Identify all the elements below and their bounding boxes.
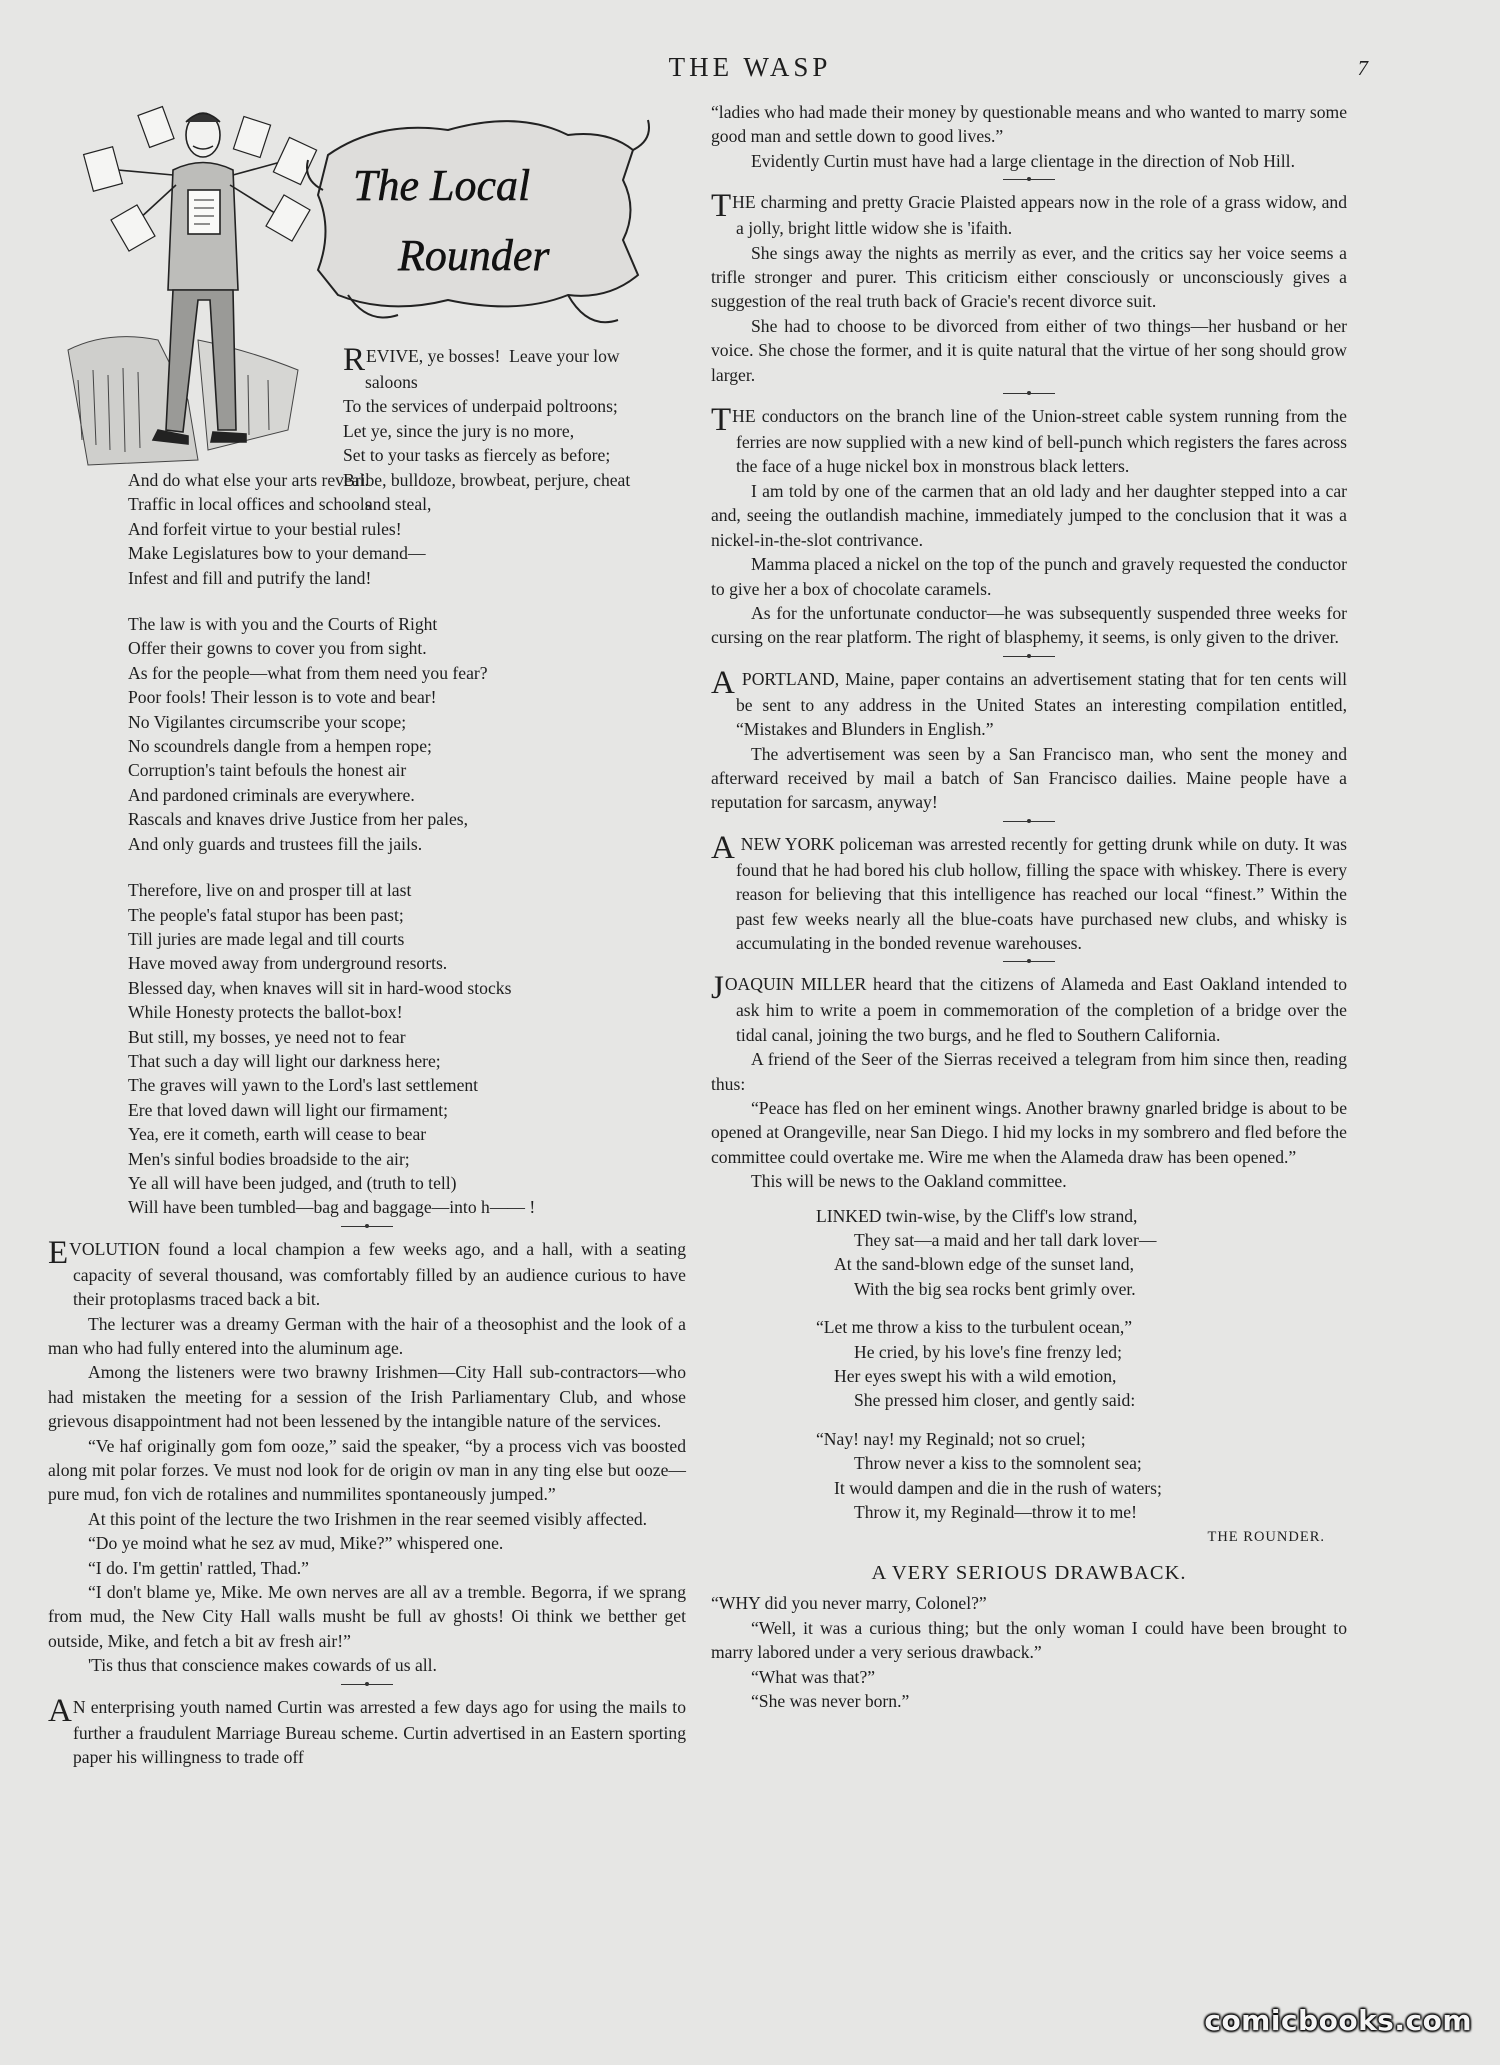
paragraph: THE charming and pretty Gracie Plaisted appears now in the role of a grass widow, and a jolly, bright little widow she is 'ifaith. xyxy=(711,188,1347,239)
poem-line: No scoundrels dangle from a hempen rope; xyxy=(128,736,432,757)
page-header xyxy=(0,52,1500,92)
magazine-title: THE WASP xyxy=(668,52,832,82)
poem-line: It would dampen and die in the rush of waters; xyxy=(834,1477,1162,1498)
article-conductors xyxy=(711,404,1347,650)
section-divider xyxy=(1003,179,1055,180)
poem-line: Blessed day, when knaves will sit in hard-wood stocks xyxy=(128,977,512,998)
poem-line: Her eyes swept his with a wild emotion, xyxy=(834,1366,1117,1387)
poem-line: Poor fools! Their lesson is to vote and bear! xyxy=(128,687,437,708)
poem-line: Bribe, bulldoze, browbeat, perjure, cheat xyxy=(343,469,631,490)
paragraph: The advertisement was seen by a San Francisco man, who sent the money and afterward received by mail a batch of San Francisco dailies. Maine people have a reputation for sarcasm, anyway! xyxy=(711,743,1347,813)
poem-line: Therefore, live on and prosper till at last xyxy=(128,880,412,901)
article-text: N enterprising youth named Curtin was arrested a few days ago for using the mails to further a fraudulent Marriage Bureau scheme. Curtin advertised in an Eastern sporting paper his willingness to trade off xyxy=(72,1696,686,1768)
paragraph: I am told by one of the carmen that an old lady and her daughter stepped into a car and, seeing the outlandish machine, immediately jumped to the conclusion that it was a nickel-in-the-slot contrivance. xyxy=(711,480,1347,550)
paragraph: “Ve haf originally gom fom ooze,” said the speaker, “by a process vich vas boosted along mit polar forzes. Ve must nod look for de origin ov man in any ting else but ooze—pure mud, fon vich de rotalines and nummilites spontaneously jumped.” xyxy=(48,1435,686,1505)
poem-line: Have moved away from underground resorts. xyxy=(128,953,448,974)
page-number: 7 xyxy=(1357,56,1368,80)
poem-line: Throw it, my Reginald—throw it to me! xyxy=(854,1502,1137,1523)
poem-line: But still, my bosses, ye need not to fear xyxy=(128,1026,406,1047)
paragraph: “WHY did you never marry, Colonel?” xyxy=(711,1593,987,1614)
paragraph: EVOLUTION found a local champion a few weeks ago, and a hall, with a seating capacity of several thousand, was comfortably filled by an audience curious to have their protoplasms traced back a bit. xyxy=(48,1234,686,1310)
poem-line: Traffic in local offices and schools xyxy=(128,494,372,515)
paragraph: “She was never born.” xyxy=(751,1690,910,1711)
article-gracie xyxy=(711,190,1347,387)
paragraph: JOAQUIN MILLER heard that the citizens of Alameda and East Oakland intended to ask him to write a poem in commemoration of the completion of a bridge over the tidal canal, joining the two burgs, and he fled to Southern California. xyxy=(711,970,1347,1045)
poem-line: And only guards and trustees fill the jails. xyxy=(128,833,423,854)
paragraph: Evidently Curtin must have had a large clientage in the direction of Nob Hill. xyxy=(751,150,1295,171)
poem-revive-opening: REVIVE, ye bosses! Leave your low saloons To the services of underpaid poltroons; Let ye, since the jury is no more, Set to your tasks as fiercely as before; Bribe, bulldoze, browbeat, perjure, cheat and steal, xyxy=(343,344,688,516)
section-divider xyxy=(1003,656,1055,657)
poem-line: Ye all will have been judged, and (truth to tell) xyxy=(128,1172,457,1193)
poem-line: “Let me throw a kiss to the turbulent ocean,” xyxy=(816,1317,1133,1338)
section-divider xyxy=(1003,821,1055,822)
paragraph-text: HE conductors on the branch line of the Union-street cable system running from the ferries are now supplied with a new kind of bell-punch which registers the fares across the face of a huge nickel box in monstrous black letters. xyxy=(732,406,1347,477)
paragraph: “Well, it was a curious thing; but the only woman I could have been brought to marry labored under a very serious drawback.” xyxy=(711,1617,1347,1663)
paragraph: “I do. I'm gettin' rattled, Thad.” xyxy=(88,1557,309,1578)
poem-line: Rascals and knaves drive Justice from her pales, xyxy=(128,809,469,830)
paragraph: “What was that?” xyxy=(751,1666,876,1687)
poem-line: “Nay! nay! my Reginald; not so cruel; xyxy=(816,1428,1086,1449)
paragraph: THE conductors on the branch line of the Union-street cable system running from the ferries are now supplied with a new kind of bell-punch which registers the fares across the face of a huge nickel box in monstrous black letters. xyxy=(711,402,1347,477)
poem-line: And forfeit virtue to your bestial rules! xyxy=(128,518,402,539)
article-curtin-continued xyxy=(711,100,1347,173)
poem-line: Till juries are made legal and till courts xyxy=(128,928,405,949)
paragraph: A NEW YORK policeman was arrested recently for getting drunk while on duty. It was found that he had bored his club hollow, filling the space with whiskey. There is every reason for believing that this intelligence has reached our local “finest.” Within the past few weeks nearly all the blue-coats have purchased new clubs, and whisky is accumulating in the bonded revenue warehouses. xyxy=(711,829,1347,953)
paragraph: 'Tis thus that conscience makes cowards of us all. xyxy=(88,1655,437,1676)
poem-line: Corruption's taint befouls the honest air xyxy=(128,760,407,781)
watermark: comicbooks.com xyxy=(1204,2004,1472,2037)
paragraph: “I don't blame ye, Mike. Me own nerves are all av a tremble. Begorra, if we sprang from mud, the New City Hall walls musht be full av ghosts! Oi think we betther get outside, Mike, and fetch a bit av fresh air!” xyxy=(48,1582,686,1651)
poem-line: saloons xyxy=(365,372,418,392)
poem-line: No Vigilantes circumscribe your scope; xyxy=(128,711,407,732)
paragraph-text: OAQUIN MILLER heard that the citizens of Alameda and East Oakland intended to ask him to write a poem in commemoration of the completion of a bridge over the tidal canal, joining the two burgs, and he fled to Southern California. xyxy=(724,974,1347,1045)
poem-line: and steal, xyxy=(365,494,432,515)
banner-line-1: The Local xyxy=(353,161,531,210)
section-divider xyxy=(341,1226,393,1227)
poem-line: The people's fatal stupor has been past; xyxy=(128,904,404,925)
poem-line: LINKED twin-wise, by the Cliff's low strand, xyxy=(816,1205,1138,1226)
poem-line: She pressed him closer, and gently said: xyxy=(854,1390,1136,1411)
poem-line: Infest and fill and putrify the land! xyxy=(128,567,372,588)
paragraph: She sings away the nights as merrily as ever, and the critics say her voice seems a trifle stronger and purer. This criticism either consciously or unconsciously gives a suggestion of the real truth back of Gracie's recent divorce suit. xyxy=(711,242,1347,312)
poem-line: Will have been tumbled—bag and baggage—into h—— ! xyxy=(128,1197,536,1218)
paragraph: At this point of the lecture the two Irishmen in the rear seemed visibly affected. xyxy=(88,1508,648,1529)
poem-line: He cried, by his love's fine frenzy led; xyxy=(854,1341,1122,1362)
left-column xyxy=(48,100,686,1770)
poem-stanza xyxy=(816,1204,1347,1302)
paragraph-text: PORTLAND, Maine, paper contains an advertisement stating that for ten cents will be sent to any address in the United States an interesting compilation entitled, “Mistakes and Blunders in English.” xyxy=(735,668,1347,740)
poem-line: Throw never a kiss to the somnolent sea; xyxy=(854,1453,1142,1474)
paragraph: Mamma placed a nickel on the top of the punch and gravely requested the conductor to give her a box of chocolate caramels. xyxy=(711,554,1347,599)
article-enterprising: AN enterprising youth named Curtin was arrested a few days ago for using the mails to further a fraudulent Marriage Bureau scheme. Curtin advertised in an Eastern sporting paper his willingness to trade off xyxy=(48,1692,686,1768)
paragraph: Among the listeners were two brawny Irishmen—City Hall sub-contractors—who had mistaken the meeting for a session of the Irish Parliamentary Club, and whose grievous disappointment had not been lessened by the intangible nature of the services. xyxy=(48,1362,686,1432)
paragraph: “Do ye moind what he sez av mud, Mike?” whispered one. xyxy=(88,1533,504,1554)
article-portland xyxy=(711,664,1347,815)
poem-line: With the big sea rocks bent grimly over. xyxy=(854,1278,1136,1299)
section-divider xyxy=(341,1684,393,1685)
article-joaquin-miller xyxy=(711,972,1347,1193)
paragraph: A PORTLAND, Maine, paper contains an advertisement stating that for ten cents will be sent to any address in the United States an interesting compilation entitled, “Mistakes and Blunders in English.” xyxy=(711,664,1347,740)
poem-line: That such a day will light our darkness here; xyxy=(128,1050,441,1071)
poem-line: Yea, ere it cometh, earth will cease to bear xyxy=(128,1124,427,1145)
paragraph-text: HE charming and pretty Gracie Plaisted appears now in the role of a grass widow, and a jolly, bright little widow she is 'ifaith. xyxy=(732,192,1347,239)
paragraph-text: VOLUTION found a local champion a few weeks ago, and a hall, with a seating capacity of several thousand, was comfortably filled by an audience curious to have their protoplasms traced back a bit. xyxy=(69,1238,686,1310)
section-divider xyxy=(1003,393,1055,394)
poem-line: They sat—a maid and her tall dark lover— xyxy=(854,1230,1157,1251)
article-new-york xyxy=(711,829,1347,956)
poem-line: At the sand-blown edge of the sunset land, xyxy=(834,1254,1135,1275)
paragraph-text: NEW YORK policeman was arrested recently for getting drunk while on duty. It was found that he had bored his club hollow, filling the space with whiskey. There is every reason for believing that this intelligence has reached our local “finest.” Within the past few weeks nearly all the blue-coats have purchased new clubs, and whisky is accumulating in the bonded revenue warehouses. xyxy=(735,833,1347,953)
poem-stanza xyxy=(816,1427,1347,1525)
poem-line: As for the people—what from them need you fear? xyxy=(128,662,488,683)
paragraph: As for the unfortunate conductor—he was subsequently suspended three weeks for cursing on the rear platform. The right of blasphemy, it seems, is only given to the driver. xyxy=(711,602,1347,648)
banner-line-2: Rounder xyxy=(398,231,550,280)
poem-line: To the services of underpaid poltroons; xyxy=(343,396,618,417)
section-divider xyxy=(1003,961,1055,962)
poem-line: And do what else your arts reveal. xyxy=(128,470,369,490)
poem-line: Ere that loved dawn will light our firmament; xyxy=(128,1099,449,1120)
poem-line: Make Legislatures bow to your demand— xyxy=(128,543,426,564)
poem-stanza xyxy=(816,1315,1347,1413)
article-evolution xyxy=(48,1234,686,1678)
poem-line: Let ye, since the jury is no more, xyxy=(343,420,575,441)
drawback-heading: A VERY SERIOUS DRAWBACK. xyxy=(871,1561,1187,1584)
poem-line: The law is with you and the Courts of Right xyxy=(128,614,438,635)
poem-line: The graves will yawn to the Lord's last settlement xyxy=(128,1075,479,1096)
right-column xyxy=(711,100,1347,1713)
poem-linked xyxy=(711,1204,1347,1525)
paragraph: “Peace has fled on her eminent wings. Another brawny gnarled bridge is about to be opened at Orangeville, near San Diego. I hid my locks in my sombrero and fled before the committee could overtake me. Wire me when the Alameda draw has been opened.” xyxy=(711,1098,1347,1167)
article-drawback xyxy=(711,1591,1347,1713)
poem-line: While Honesty protects the ballot-box! xyxy=(128,1002,403,1023)
paragraph: A friend of the Seer of the Sierras received a telegram from him since then, reading thus: xyxy=(711,1049,1347,1094)
poem-line: And pardoned criminals are everywhere. xyxy=(128,784,415,805)
paragraph: The lecturer was a dreamy German with the hair of a theosophist and the look of a man who had fully entered into the aluminum age. xyxy=(48,1313,686,1358)
poem-line: Set to your tasks as fiercely as before; xyxy=(343,445,611,466)
poem-line: Offer their gowns to cover you from sight. xyxy=(128,638,427,659)
signature: THE ROUNDER. xyxy=(1207,1528,1325,1545)
paragraph: She had to choose to be divorced from either of two things—her husband or her voice. She chose the former, and it is quite natural that the virtue of her song should grow larger. xyxy=(711,315,1347,385)
poem-line: Men's sinful bodies broadside to the air; xyxy=(128,1148,410,1169)
paragraph: This will be news to the Oakland committee. xyxy=(751,1171,1067,1192)
poem-revive-continued xyxy=(48,468,686,1220)
paragraph: “ladies who had made their money by questionable means and who wanted to marry some good man and settle down to good lives.” xyxy=(711,102,1347,147)
